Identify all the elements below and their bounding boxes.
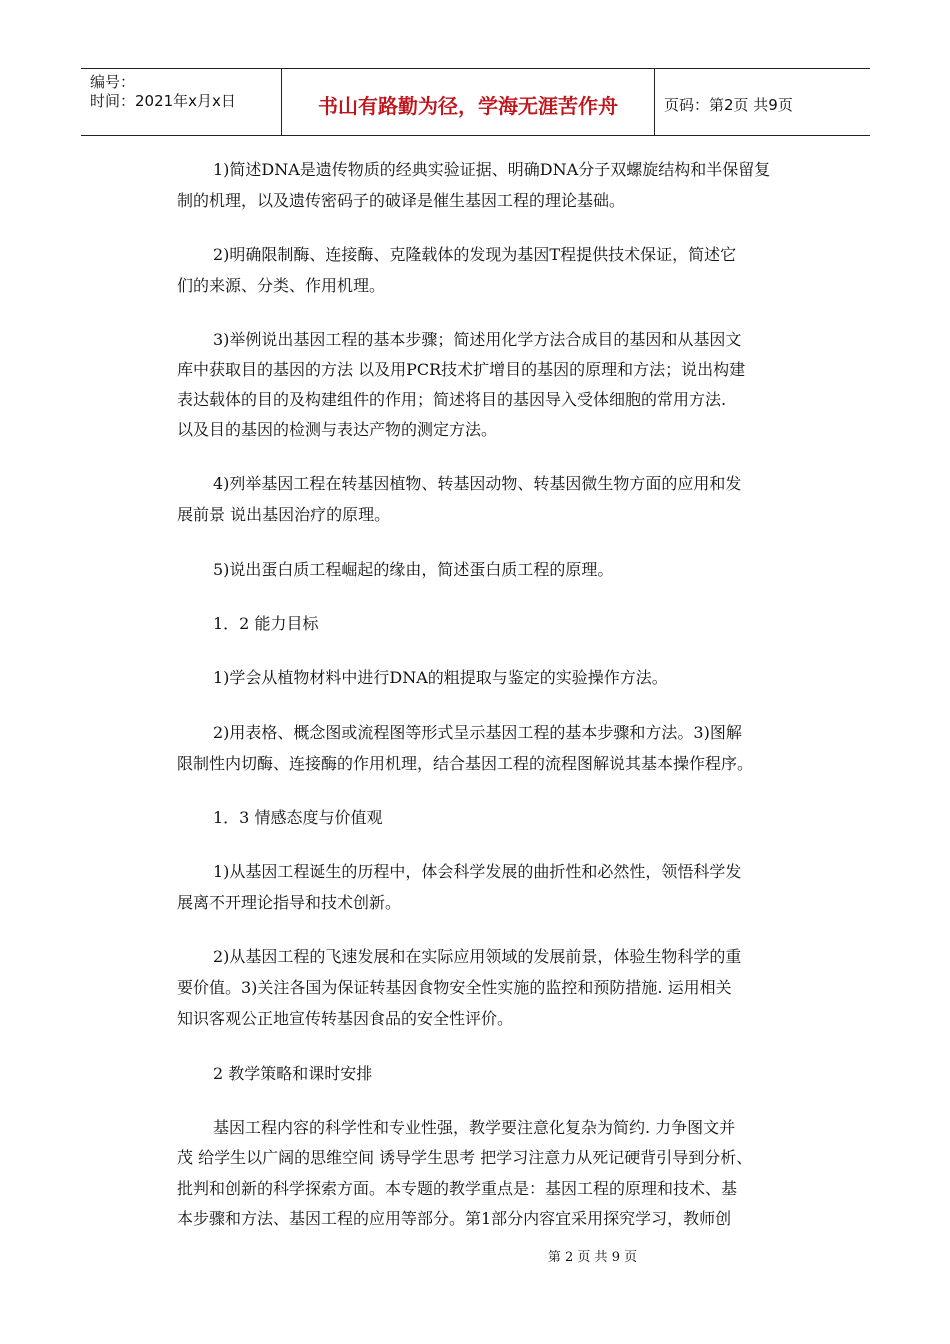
page-footer: 第 2 页 共 9 页 <box>547 1250 638 1265</box>
body-line: 要价值。3)关注各国为保证转基因食物安全性实施的监控和预防措施. 运用相关 <box>177 978 732 997</box>
header-meta <box>90 73 236 111</box>
body-line: 1)简述DNA是遗传物质的经典实验证据、明确DNA分子双螺旋结构和半保留复 <box>213 160 771 179</box>
body-line: 3)举例说出基因工程的基本步骤；简述用化学方法合成目的基因和从基因文 <box>213 330 742 349</box>
body-line: 们的来源、分类、作用机理。 <box>177 276 386 295</box>
section-heading: 1．3 情感态度与价值观 <box>213 808 383 827</box>
body-line: 以及目的基因的检测与表达产物的测定方法。 <box>177 420 498 439</box>
body-line: 展前景 说出基因治疗的原理。 <box>177 505 391 524</box>
body-line: 5)说出蛋白质工程崛起的缘由，简述蛋白质工程的原理。 <box>213 560 614 579</box>
header-page-code: 页码：第2页 共9页 <box>664 95 793 114</box>
body-line: 表达载体的目的及构建组件的作用；简述将目的基因导入受体细胞的常用方法. <box>177 390 727 409</box>
body-line: 库中获取目的基因的方法 以及用PCR技术扩增目的基因的原理和方法；说出构建 <box>177 360 746 379</box>
body-line: 2)明确限制酶、连接酶、克隆载体的发现为基因T程提供技术保证，简述它 <box>213 245 737 264</box>
body-line: 1)学会从植物材料中进行DNA的粗提取与鉴定的实验操作方法。 <box>213 668 668 687</box>
body-line: 知识客观公正地宣传转基因食品的安全性评价。 <box>177 1009 514 1028</box>
body-line: 2)用表格、概念图或流程图等形式呈示基因工程的基本步骤和方法。3)图解 <box>213 723 742 742</box>
header-motto: 书山有路勤为径，学海无涯苦作舟 <box>318 93 618 118</box>
page-header <box>81 68 870 136</box>
body-line: 1)从基因工程诞生的历程中，体会科学发展的曲折性和必然性，领悟科学发 <box>213 862 742 881</box>
section-heading: 1．2 能力目标 <box>213 614 319 633</box>
body-line: 限制性内切酶、连接酶的作用机理，结合基因工程的流程图解说其基本操作程序。 <box>177 754 754 773</box>
body-line: 4)列举基因工程在转基因植物、转基因动物、转基因微生物方面的应用和发 <box>213 474 742 493</box>
document-date: 时间：2021年x月x日 <box>90 92 236 110</box>
document-code-label: 编号： <box>90 73 136 91</box>
section-heading: 2 教学策略和课时安排 <box>213 1064 373 1083</box>
body-line: 批判和创新的科学探索方面。本专题的教学重点是：基因工程的原理和技术、基 <box>177 1179 738 1198</box>
body-line: 茂 给学生以广阔的思维空间 诱导学生思考 把学习注意力从死记硬背引导到分析、 <box>177 1148 753 1167</box>
body-line: 本步骤和方法、基因工程的应用等部分。第1部分内容宜采用探究学习，教师创 <box>177 1209 732 1228</box>
body-line: 基因工程内容的科学性和专业性强，教学要注意化复杂为简约. 力争图文并 <box>213 1118 736 1137</box>
body-line: 展离不开理论指导和技术创新。 <box>177 893 402 912</box>
body-line: 制的机理，以及遗传密码子的破译是催生基因工程的理论基础。 <box>177 191 626 210</box>
header-divider-right <box>654 69 655 135</box>
body-line: 2)从基因工程的飞速发展和在实际应用领域的发展前景，体验生物科学的重 <box>213 947 742 966</box>
